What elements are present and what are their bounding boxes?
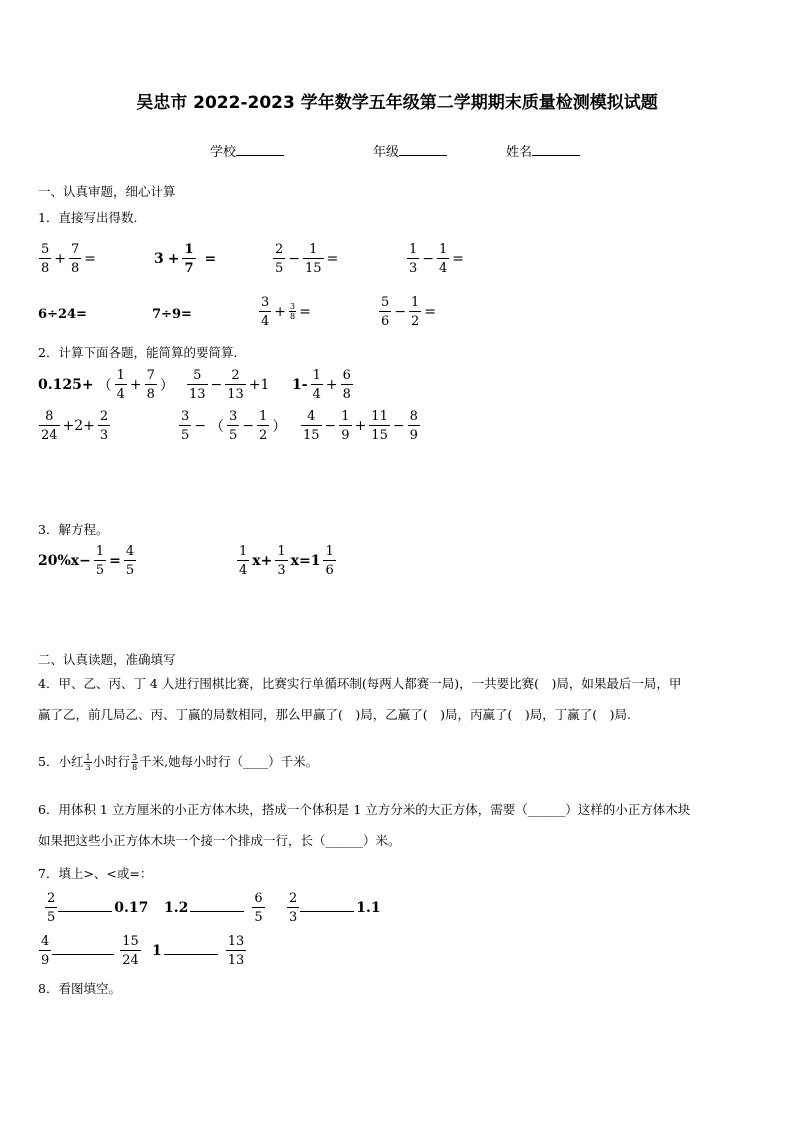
- q5: 5．小红 $\frac{1}{3}$ 小时行 $\frac{3}{8}$ 千米,她每小时行（____）千米。: [38, 752, 319, 772]
- q1-expr-4: $\frac{1}{3}$ − $\frac{1}{4}$ =: [409, 242, 465, 276]
- q2-expr-3: 1- $\frac{1}{4}$ + $\frac{6}{8}$: [292, 368, 351, 402]
- q7-blank-3[interactable]: [300, 911, 354, 912]
- school-label: 学校: [210, 145, 237, 160]
- q8-label: 8．看图填空。: [38, 981, 121, 996]
- q3-label: 3．解方程。: [38, 522, 109, 537]
- q1-expr-2: 3 + $\frac{1}{7}$ =: [154, 242, 217, 276]
- name-label: 姓名: [506, 145, 533, 160]
- q7-compare-5: 1 $\frac{13}{13}$: [152, 934, 245, 968]
- name-blank[interactable]: [532, 143, 580, 156]
- section-2-heading: 二、认真读题，准确填写: [38, 652, 176, 667]
- q3-equation-2: $\frac{1}{4}$ x+ $\frac{1}{3}$ x=1 $\frac{1}{6}$: [239, 544, 334, 578]
- name-field: [506, 141, 580, 160]
- q7-blank-5[interactable]: [164, 954, 218, 955]
- q2-expr-5: $\frac{3}{5}$ − （ $\frac{3}{5}$ − $\frac{1}{2}$ ）: [181, 409, 287, 443]
- q2-expr-1: 0.125+ （ $\frac{1}{4}$ + $\frac{7}{8}$ ）: [38, 368, 174, 402]
- page-title: 吴忠市 2022-2023 学年数学五年级第二学期期末质量检测模拟试题: [136, 93, 658, 113]
- q6-line-2: 如果把这些小正方体木块一个接一个排成一行，长（______）米。: [38, 833, 401, 848]
- q7-compare-3: $\frac{2}{3}$ 1.1: [289, 891, 381, 925]
- q1-expr-6: 7÷9=: [152, 307, 192, 322]
- grade-blank[interactable]: [399, 143, 447, 156]
- q7-compare-4: $\frac{4}{9}$ $\frac{15}{24}$: [41, 934, 139, 968]
- q3-equation-1: 20%x− $\frac{1}{5}$ = $\frac{4}{5}$: [38, 544, 135, 578]
- q7-blank-2[interactable]: [190, 911, 244, 912]
- q1-expr-5: 6÷24=: [38, 307, 87, 322]
- school-blank[interactable]: [236, 143, 284, 156]
- q7-compare-2: 1.2 $\frac{6}{5}$: [164, 891, 263, 925]
- q2-expr-2: $\frac{5}{13}$ − $\frac{2}{13}$ +1: [189, 368, 270, 402]
- q6-line-1: 6．用体积 1 立方厘米的小正方体木块，搭成一个体积是 1 立方分米的大正方体，需要（______）这样的小正方体木块: [38, 802, 691, 817]
- q4-line-1: 4．甲、乙、丙、丁 4 人进行围棋比赛，比赛实行单循环制(每两人都赛一局)，一共要比赛( )局，如果最后一局，甲: [38, 676, 682, 691]
- grade-field: [373, 141, 447, 160]
- q7-blank-1[interactable]: [58, 911, 112, 912]
- q1-expr-3: $\frac{2}{5}$ − $\frac{1}{15}$ =: [275, 242, 339, 276]
- q2-expr-6: $\frac{4}{15}$ − $\frac{1}{9}$ + $\frac{11}{15}$ − $\frac{8}{9}$: [303, 409, 418, 443]
- q2-label: 2．计算下面各题，能简算的要简算.: [38, 345, 238, 360]
- grade-label: 年级: [373, 145, 400, 160]
- q7-label: 7．填上>、<或=：: [38, 866, 153, 881]
- q1-label: 1．直接写出得数.: [38, 210, 138, 225]
- q2-expr-4: $\frac{8}{24}$ +2+ $\frac{2}{3}$: [41, 409, 109, 443]
- q1-expr-1: $\frac{5}{8}$ + $\frac{7}{8}$ =: [41, 242, 97, 276]
- q7-blank-4[interactable]: [52, 954, 114, 955]
- q7-compare-1: $\frac{2}{5}$ 0.17: [47, 891, 149, 925]
- school-field: [210, 141, 284, 160]
- q4-line-2: 赢了乙，前几局乙、丙、丁赢的局数相同，那么甲赢了( )局，乙赢了( )局，丙赢了( )局，丁赢了( )局.: [38, 707, 631, 722]
- q1-expr-7: $\frac{3}{4}$ + $\frac{3}{8}$ =: [261, 295, 311, 329]
- section-1-heading: 一、认真审题，细心计算: [38, 184, 176, 199]
- q1-expr-8: $\frac{5}{6}$ − $\frac{1}{2}$ =: [381, 295, 437, 329]
